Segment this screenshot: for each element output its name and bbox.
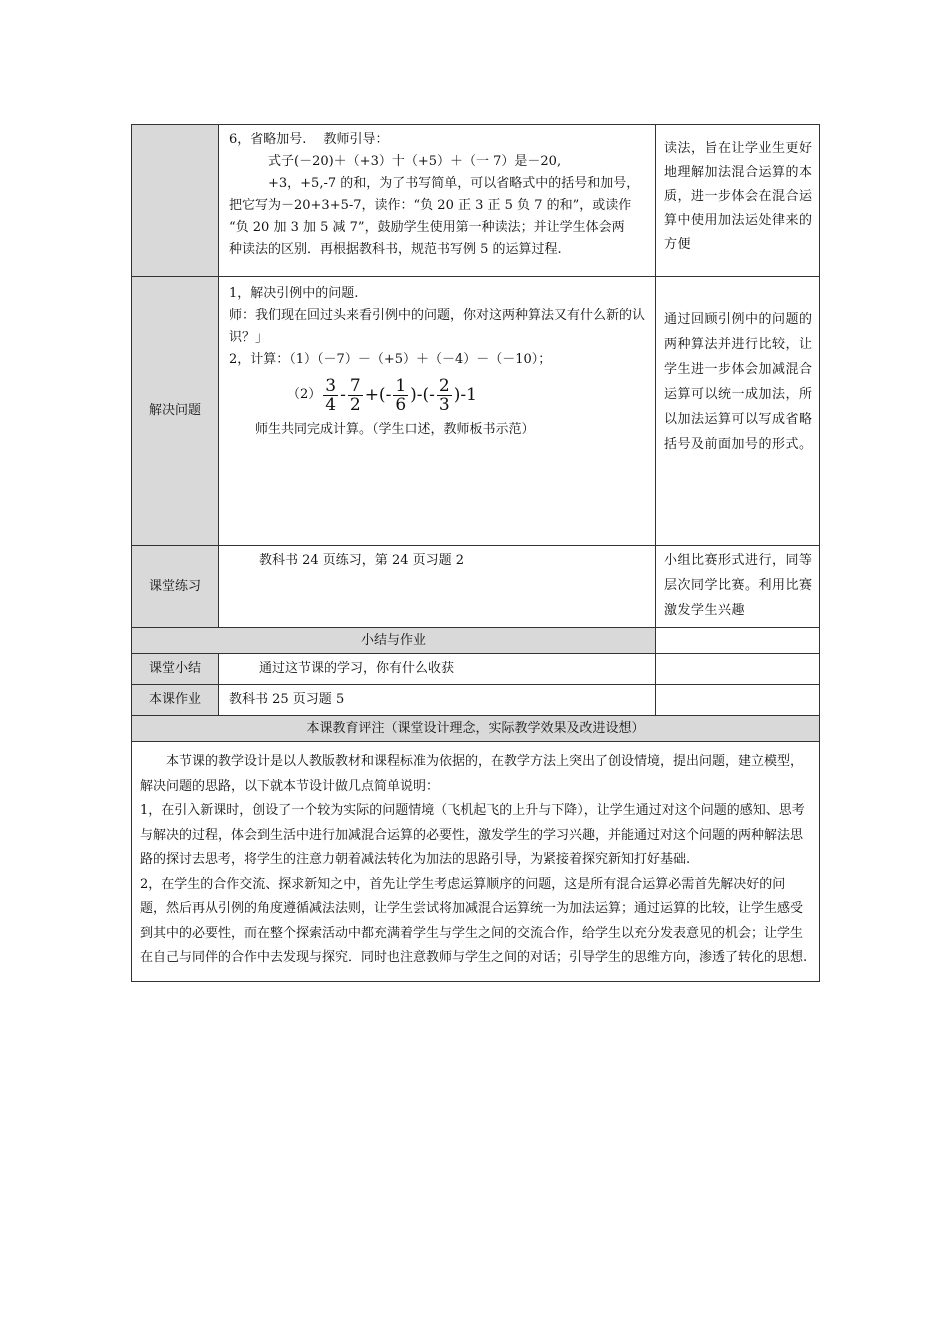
practice-cell: 教科书 24 页练习，第 24 页习题 2 <box>219 546 656 628</box>
commentary-paragraph: 1，在引入新课时，创设了一个较为实际的问题情境（飞机起飞的上升与下降），让学生通过对这个问题的感知、思考与解决的过程，体会到生活中进行加减混合运算的必要性，激发学生的学习兴趣，并能通过对这个问题的两种解法思路的探讨去思考，将学生的注意力朝着减法转化为加法的思路引导，为紧接着探究新知打好基础. <box>140 803 805 867</box>
row-label: 解决问题 <box>132 277 219 546</box>
step-text: 2，计算：（1）（－7）－（+5）＋（－4）－（－10）； <box>229 352 552 367</box>
table-row <box>132 654 820 685</box>
row-label: 本课作业 <box>132 685 219 716</box>
row-label: 课堂小结 <box>132 654 219 685</box>
teaching-commentary <box>132 742 820 982</box>
table-row <box>132 125 820 277</box>
lesson-plan-table <box>131 124 820 982</box>
operator: )-(- <box>410 385 435 405</box>
guidance-line: 式子(－20)＋（+3）十（+5）＋（一 7）是－20, <box>268 154 562 169</box>
fraction: $\frac{2}{3}$ <box>438 375 450 415</box>
guidance-line: +3，+5,-7 的和，为了书写简单，可以省略式中的括号和加号， <box>268 176 640 191</box>
table-row <box>132 546 820 628</box>
operator: - <box>340 385 346 405</box>
row-label: 课堂练习 <box>132 546 219 628</box>
step-text: 1，解决引例中的问题. <box>229 286 359 301</box>
homework-text: 教科书 25 页习题 5 <box>219 685 656 716</box>
table-row <box>132 742 820 982</box>
design-note: 读法，旨在让学业生更好地理解加法混合运算的本质，进一步体会在混合运算中使用加法运处律来的方便 <box>656 125 820 277</box>
operator: +(- <box>364 385 392 405</box>
row-label-empty <box>132 125 219 277</box>
empty-cell <box>656 654 820 685</box>
commentary-paragraph: 本节课的教学设计是以人教版教材和课程标准为依据的，在教学方法上突出了创设情境，提出问题，建立模型，解决问题的思路，以下就本节设计做几点简单说明： <box>140 754 804 794</box>
design-note: 小组比赛形式进行，同等层次同学比赛。利用比赛激发学生兴趣 <box>656 546 820 628</box>
solve-problem-cell <box>219 277 656 546</box>
table-row <box>132 685 820 716</box>
commentary-paragraph: 2，在学生的合作交流、探求新知之中，首先让学生考虑运算顺序的问题，这是所有混合运算必需首先解决好的问题，然后再从引例的角度遵循减法法则，让学生尝试将加减混合运算统一为加法运算；通过运算的比较，让学生感受到其中的必要性，而在整个探索活动中都充满着学生与学生之间的交流合作，给学生以充分发表意见的机会；让学生在自己与同伴的合作中去发现与探究．同时也注意教师与学生之间的对话；引导学生的思维方向，渗透了转化的思想. <box>140 876 808 965</box>
guidance-line: 6，省略加号. 教师引导： <box>229 132 389 147</box>
guidance-line: 种读法的区别．再根据教科书，规范书写例 5 的运算过程. <box>229 242 562 257</box>
step-text: 师：我们现在回过头来看引例中的问题，你对这两种算法又有什么新的认识？」 <box>229 308 646 345</box>
summary-question: 通过这节课的学习，你有什么收获 <box>219 654 656 685</box>
fraction: $\frac{7}{2}$ <box>349 375 361 415</box>
lesson-plan-page <box>131 124 819 982</box>
operator: )-1 <box>453 385 477 405</box>
guidance-line: “负 20 加 3 加 5 减 7”，鼓励学生使用第一种读法；并让学生体会两 <box>229 220 625 235</box>
design-note: 通过回顾引例中的问题的两种算法并进行比较，让学生进一步体会加减混合运算可以统一成加法，所以加法运算可以写成省略括号及前面加号的形式。 <box>656 277 820 546</box>
fraction: $\frac{3}{4}$ <box>325 375 337 415</box>
formula-prefix: （2） <box>287 387 322 402</box>
fraction: $\frac{1}{6}$ <box>395 375 407 415</box>
section-title: 本课教育评注（课堂设计理念，实际教学效果及改进设想） <box>132 716 820 742</box>
table-row <box>132 716 820 742</box>
table-row <box>132 277 820 546</box>
fraction-formula <box>229 371 647 419</box>
table-row <box>132 628 820 654</box>
step-text: 师生共同完成计算。（学生口述，教师板书示范） <box>255 422 535 437</box>
empty-cell <box>656 628 820 654</box>
empty-cell <box>656 685 820 716</box>
guidance-cell <box>219 125 656 277</box>
guidance-line: 把它写为－20+3+5-7，读作：“负 20 正 3 正 5 负 7 的和”，或读作 <box>229 198 632 213</box>
section-title: 小结与作业 <box>132 628 656 654</box>
